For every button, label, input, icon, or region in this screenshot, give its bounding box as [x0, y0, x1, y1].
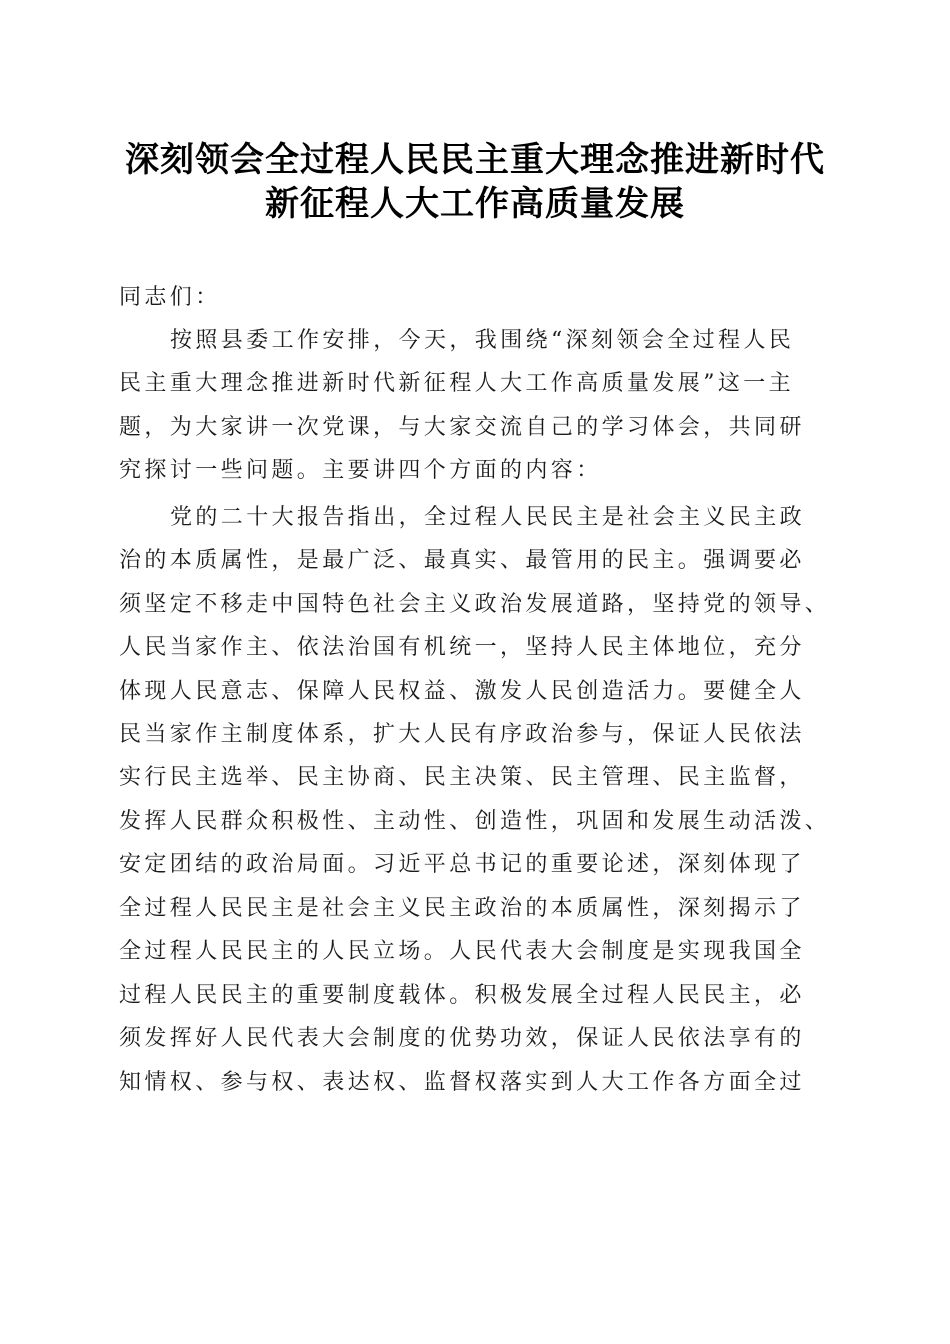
body-line: 治的本质属性，是最广泛、最真实、最管用的民主。强调要必 — [119, 548, 805, 573]
body-line: 民当家作主制度体系，扩大人民有序政治参与，保证人民依法 — [119, 722, 805, 747]
salutation: 同志们： — [119, 285, 221, 310]
body-line: 全过程人民民主是社会主义民主政治的本质属性，深刻揭示了 — [119, 896, 805, 921]
body-line: 过程人民民主的重要制度载体。积极发展全过程人民民主，必 — [119, 983, 805, 1008]
body-line: 人民当家作主、依法治国有机统一，坚持人民主体地位，充分 — [119, 635, 805, 660]
body-line: 知情权、参与权、表达权、监督权落实到人大工作各方面全过 — [119, 1070, 805, 1095]
document-title-line-1: 深刻领会全过程人民民主重大理念推进新时代 — [125, 140, 825, 180]
body-line: 民主重大理念推进新时代新征程人大工作高质量发展”这一主 — [119, 371, 795, 396]
body-line: 须坚定不移走中国特色社会主义政治发展道路，坚持党的领导、 — [119, 592, 831, 617]
body-line: 须发挥好人民代表大会制度的优势功效，保证人民依法享有的 — [119, 1026, 805, 1051]
body-line: 党的二十大报告指出，全过程人民民主是社会主义民主政 — [170, 505, 806, 530]
body-line: 究探讨一些问题。主要讲四个方面的内容： — [119, 458, 602, 483]
document-title-line-2: 新征程人大工作高质量发展 — [265, 184, 685, 224]
body-line: 题，为大家讲一次党课，与大家交流自己的学习体会，共同研 — [119, 415, 805, 440]
body-line: 发挥人民群众积极性、主动性、创造性，巩固和发展生动活泼、 — [119, 809, 831, 834]
body-line: 安定团结的政治局面。习近平总书记的重要论述，深刻体现了 — [119, 852, 805, 877]
body-line: 全过程人民民主的人民立场。人民代表大会制度是实现我国全 — [119, 939, 805, 964]
body-line: 按照县委工作安排，今天，我围绕“深刻领会全过程人民 — [170, 328, 795, 353]
body-line: 实行民主选举、民主协商、民主决策、民主管理、民主监督， — [119, 765, 805, 790]
body-line: 体现人民意志、保障人民权益、激发人民创造活力。要健全人 — [119, 679, 805, 704]
